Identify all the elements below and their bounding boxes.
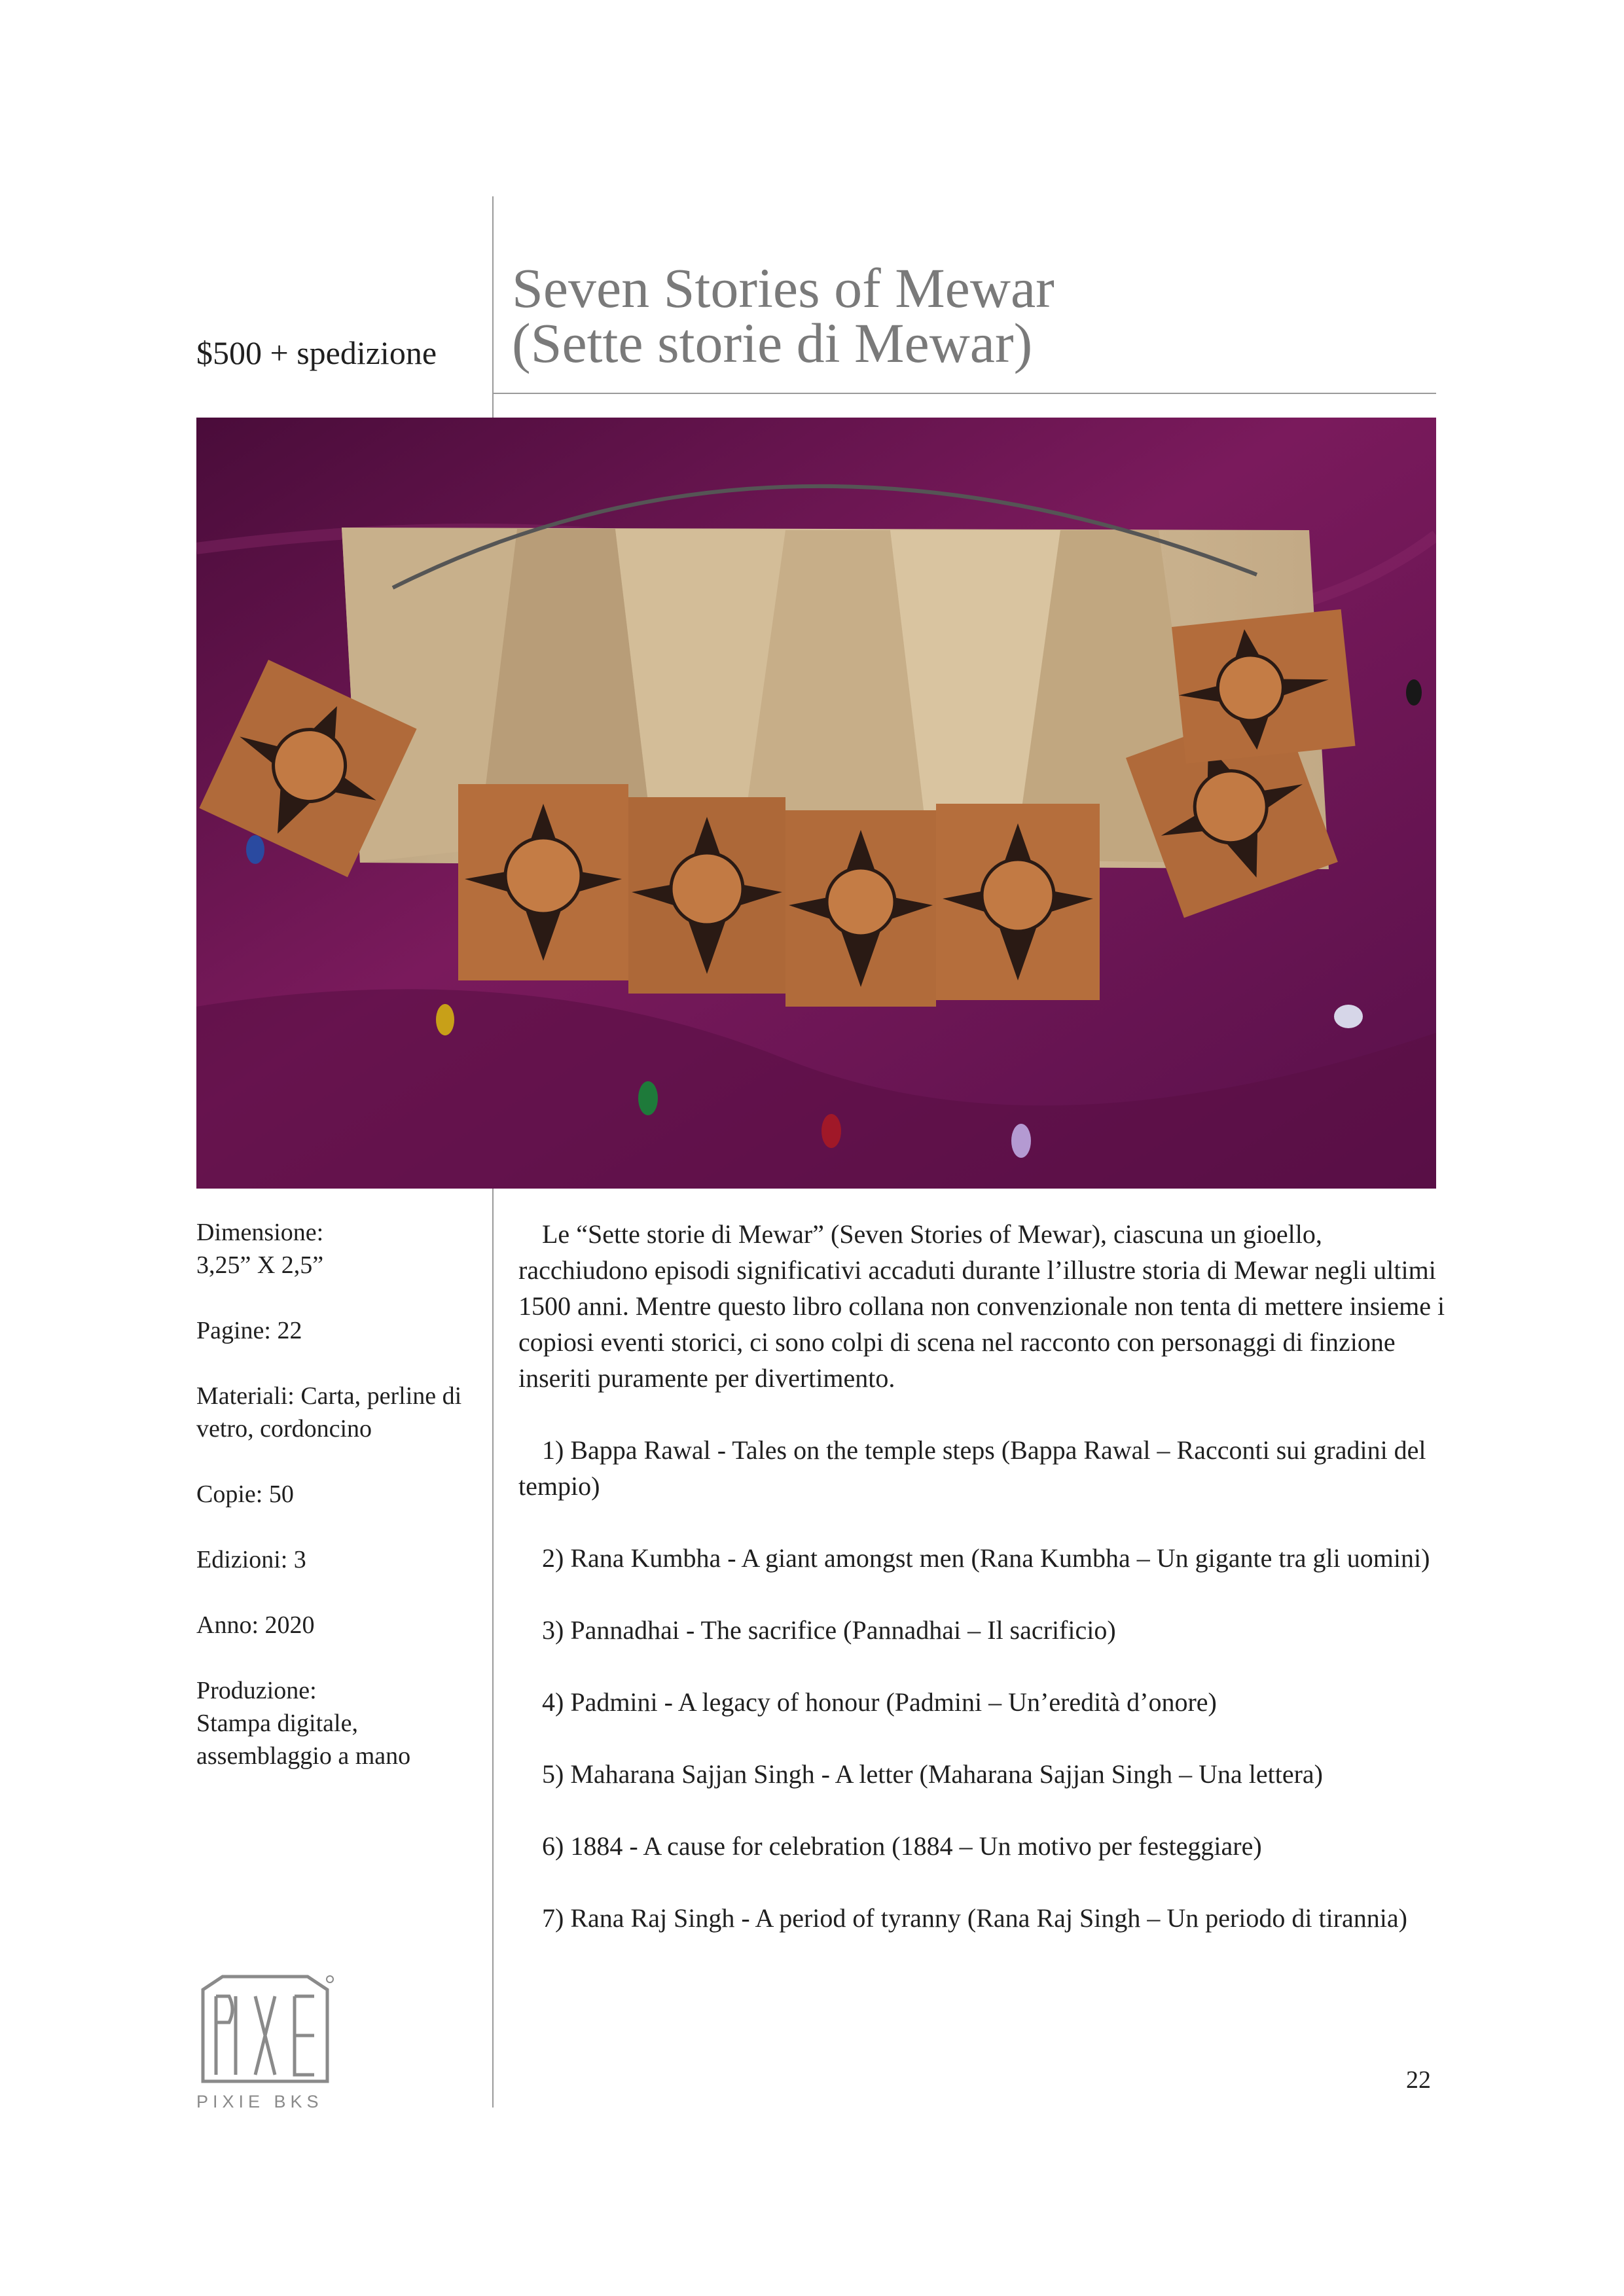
- story-item: 3) Pannadhai - The sacrifice (Pannadhai – Il sacrificio): [542, 1615, 1116, 1645]
- specs-column: [196, 1216, 471, 1805]
- page-number: 22: [1406, 2066, 1431, 2094]
- price-label: $500 + spedizione: [196, 334, 437, 371]
- story-item: 1) Bappa Rawal - Tales on the temple steps (Bappa Rawal – Racconti sui gradini del tempio): [518, 1435, 1426, 1501]
- story-item: 7) Rana Raj Singh - A period of tyranny (Rana Raj Singh – Un periodo di tirannia): [542, 1903, 1407, 1933]
- spec-production: Produzione: Stampa digitale, assemblaggio a mano: [196, 1677, 411, 1770]
- title-italian: (Sette storie di Mewar): [512, 312, 1033, 374]
- spec-editions: Edizioni: 3: [196, 1546, 306, 1573]
- story-item: 6) 1884 - A cause for celebration (1884 – Un motivo per festeggiare): [542, 1831, 1262, 1861]
- pixie-bks-logo: [196, 1970, 340, 2112]
- logo-brand-text: PIXIE BKS: [196, 2092, 323, 2111]
- intro-paragraph: Le “Sette storie di Mewar” (Seven Stories of Mewar), ciascuna un gioello, racchiudono episodi significativi accaduti durante l’illustre storia di Mewar negli ultimi 1500 anni. Mentre questo libro collana non convenzionale non tenta di mettere insieme i copiosi eventi storici, ci sono colpi di scena nel racconto con personaggi di finzione inseriti puramente per divertimento.: [518, 1219, 1445, 1393]
- logo-mark-icon: [196, 1970, 334, 2088]
- product-photo: [196, 418, 1436, 1189]
- title-english: Seven Stories of Mewar: [512, 257, 1055, 319]
- spec-year: Anno: 2020: [196, 1611, 315, 1639]
- title-underline: [494, 393, 1436, 394]
- spec-dimension: Dimensione: 3,25” X 2,5”: [196, 1219, 324, 1279]
- story-item: 5) Maharana Sajjan Singh - A letter (Maharana Sajjan Singh – Una lettera): [542, 1759, 1323, 1789]
- spec-copies: Copie: 50: [196, 1480, 294, 1508]
- spec-materials: Materiali: Carta, perline di vetro, cordoncino: [196, 1382, 462, 1443]
- page-title: [512, 257, 1055, 374]
- story-item: 4) Padmini - A legacy of honour (Padmini – Un’eredità d’onore): [542, 1687, 1217, 1717]
- spec-pages: Pagine: 22: [196, 1317, 302, 1344]
- description: [518, 1216, 1448, 1972]
- story-item: 2) Rana Kumbha - A giant amongst men (Rana Kumbha – Un gigante tra gli uomini): [542, 1543, 1430, 1573]
